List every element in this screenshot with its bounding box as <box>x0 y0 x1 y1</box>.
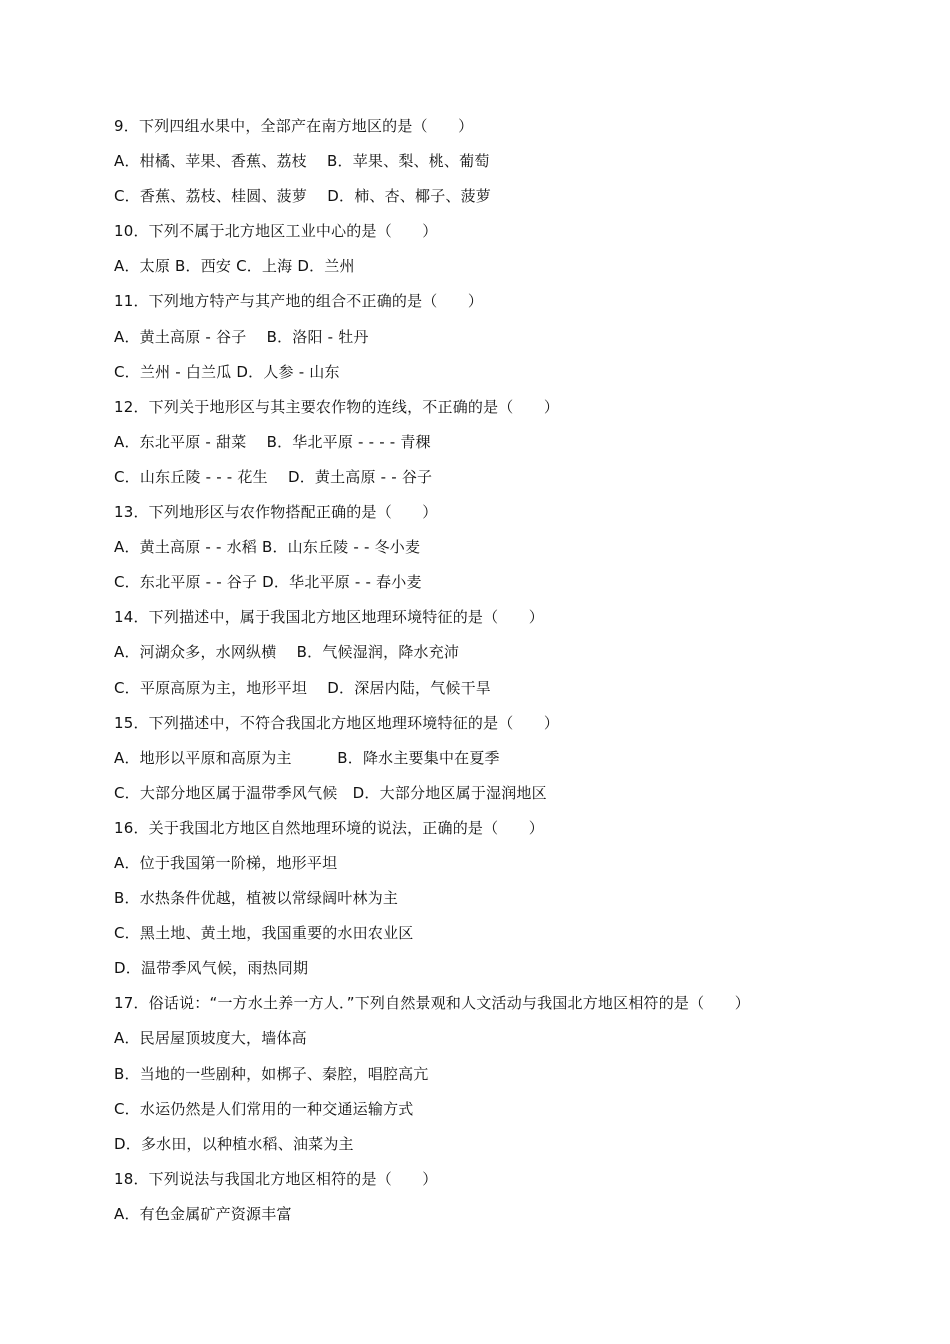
question-12-options-cd: C．山东丘陵 - - - 花生 D．黄土高原 - - 谷子 <box>114 467 433 486</box>
question-17-option-d: D．多水田，以种植水稻、油菜为主 <box>114 1134 354 1153</box>
question-10-stem: 10．下列不属于北方地区工业中心的是（ ） <box>114 222 438 241</box>
question-14-options-cd: C．平原高原为主，地形平坦 D．深居内陆，气候干旱 <box>114 678 491 697</box>
question-12-options-ab: A．东北平原 - 甜菜 B．华北平原 - - - - 青稞 <box>114 432 431 451</box>
question-9-stem: 9．下列四组水果中，全部产在南方地区的是（ ） <box>114 117 474 135</box>
question-14-stem: 14．下列描述中，属于我国北方地区地理环境特征的是（ ） <box>114 608 544 627</box>
question-text-block <box>114 109 914 1232</box>
question-13-options-cd: C．东北平原 - - 谷子 D．华北平原 - - 春小麦 <box>114 573 422 592</box>
question-17-option-a: A．民居屋顶坡度大，墙体高 <box>114 1029 307 1048</box>
question-17-stem: 17．俗话说：“一方水土养一方人．”下列自然景观和人文活动与我国北方地区相符的是（ ） <box>114 994 750 1013</box>
question-11-options-cd: C．兰州 - 白兰瓜 D．人参 - 山东 <box>114 362 340 381</box>
question-18-option-a: A．有色金属矿产资源丰富 <box>114 1204 292 1223</box>
question-13-stem: 13．下列地形区与农作物搭配正确的是（ ） <box>114 503 438 522</box>
question-10-options: A．太原 B．西安 C．上海 D．兰州 <box>114 257 355 276</box>
question-16-stem: 16．关于我国北方地区自然地理环境的说法，正确的是（ ） <box>114 818 544 837</box>
question-12-stem: 12．下列关于地形区与其主要农作物的连线，不正确的是（ ） <box>114 397 560 416</box>
question-15-options-ab: A．地形以平原和高原为主 B．降水主要集中在夏季 <box>114 748 500 767</box>
question-18-stem: 18．下列说法与我国北方地区相符的是（ ） <box>114 1169 438 1188</box>
question-13-options-ab: A．黄土高原 - - 水稻 B．山东丘陵 - - 冬小麦 <box>114 538 421 557</box>
question-9-options-cd: C．香蕉、荔枝、桂圆、菠萝 D．柿、杏、椰子、菠萝 <box>114 187 491 206</box>
question-17-option-b: B．当地的一些剧种，如梆子、秦腔，唱腔高亢 <box>114 1064 429 1083</box>
question-14-options-ab: A．河湖众多，水网纵横 B．气候湿润，降水充沛 <box>114 643 460 662</box>
question-16-option-a: A．位于我国第一阶梯，地形平坦 <box>114 853 338 872</box>
question-16-option-d: D．温带季风气候，雨热同期 <box>114 959 309 978</box>
question-15-stem: 15．下列描述中，不符合我国北方地区地理环境特征的是（ ） <box>114 713 560 732</box>
question-9-options-ab: A．柑橘、苹果、香蕉、荔枝 B．苹果、梨、桃、葡萄 <box>114 152 490 171</box>
question-15-options-cd: C．大部分地区属于温带季风气候 D．大部分地区属于湿润地区 <box>114 783 547 802</box>
question-16-option-b: B．水热条件优越，植被以常绿阔叶林为主 <box>114 889 399 908</box>
question-11-stem: 11．下列地方特产与其产地的组合不正确的是（ ） <box>114 292 484 311</box>
question-17-option-c: C．水运仍然是人们常用的一种交通运输方式 <box>114 1099 414 1118</box>
question-11-options-ab: A．黄土高原 - 谷子 B．洛阳 - 牡丹 <box>114 327 369 346</box>
question-16-option-c: C．黑土地、黄土地，我国重要的水田农业区 <box>114 924 414 943</box>
